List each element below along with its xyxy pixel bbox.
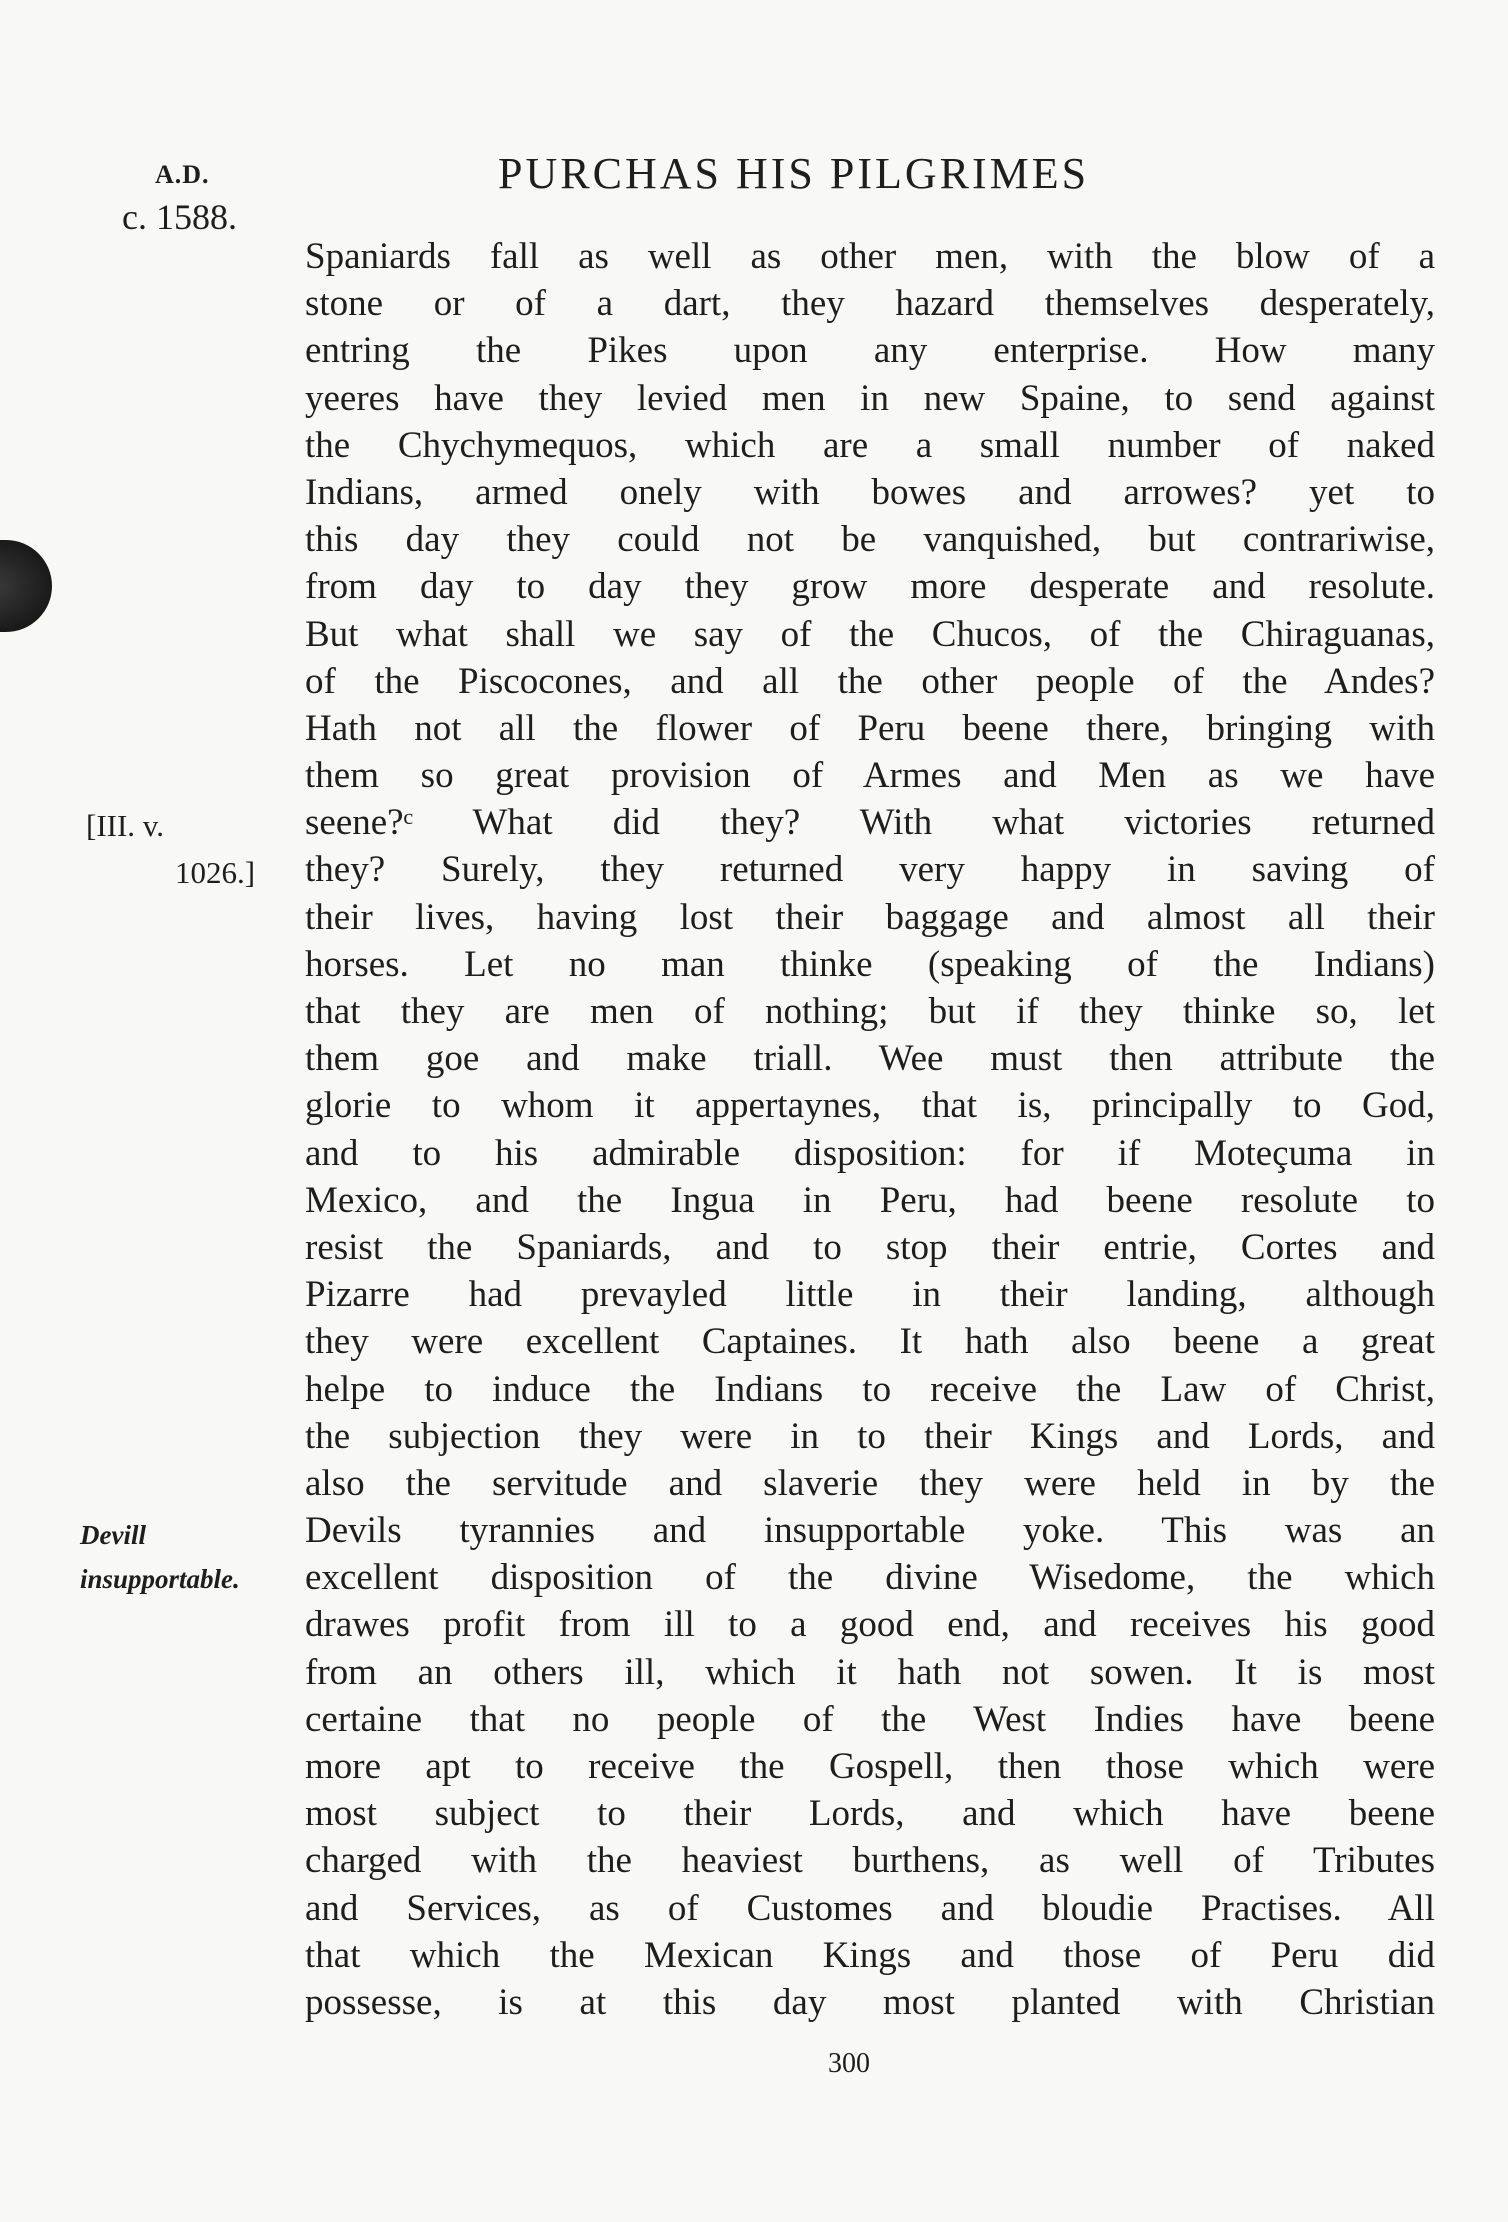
text-line: from an others ill, which it hath not sowen. It is most <box>305 1651 1435 1693</box>
text-line: they were excellent Captaines. It hath also beene a great <box>305 1321 1435 1363</box>
text-line: their lives, having lost their baggage and almost all their <box>305 896 1435 938</box>
text-line: Spaniards fall as well as other men, with the blow of a <box>305 236 1435 277</box>
margin-note-devill-line2: insupportable. <box>80 1564 240 1594</box>
text-line: entring the Pikes upon any enterprise. How many <box>305 330 1435 372</box>
text-line: most subject to their Lords, and which have beene <box>305 1793 1435 1835</box>
text-line: helpe to induce the Indians to receive the Law of Christ, <box>305 1368 1435 1410</box>
text-line: certaine that no people of the West Indies have beene <box>305 1698 1435 1740</box>
margin-note-devill <box>80 1513 240 1601</box>
text-line: seene?ᶜ What did they? With what victories returned <box>305 802 1435 844</box>
text-line: But what shall we say of the Chucos, of the Chiraguanas, <box>305 613 1435 655</box>
text-line: that which the Mexican Kings and those of Peru did <box>305 1934 1435 1976</box>
text-line: and Services, as of Customes and bloudie Practises. All <box>305 1887 1435 1929</box>
text-line: possesse, is at this day most planted with Christian <box>305 1981 1435 2023</box>
text-line: drawes profit from ill to a good end, and receives his good <box>305 1604 1435 1646</box>
text-line: Mexico, and the Ingua in Peru, had beene resolute to <box>305 1179 1435 1221</box>
text-line: and to his admirable disposition: for if Moteçuma in <box>305 1132 1435 1174</box>
text-line: charged with the heaviest burthens, as well of Tributes <box>305 1840 1435 1882</box>
text-line: the subjection they were in to their Kings and Lords, and <box>305 1415 1435 1457</box>
text-line: excellent disposition of the divine Wisedome, the which <box>305 1557 1435 1599</box>
text-line: yeeres have they levied men in new Spaine, to send against <box>305 377 1435 419</box>
margin-note-devill-line1: Devill <box>80 1520 146 1550</box>
running-title: PURCHAS HIS PILGRIMES <box>498 149 1090 198</box>
text-line: they? Surely, they returned very happy in saving of <box>305 849 1435 891</box>
text-line: glorie to whom it appertaynes, that is, principally to God, <box>305 1085 1435 1127</box>
text-line: from day to day they grow more desperate and resolute. <box>305 566 1435 608</box>
text-line: this day they could not be vanquished, but contrariwise, <box>305 519 1435 561</box>
margin-reference-line2: 1026.] <box>175 855 256 890</box>
text-line: also the servitude and slaverie they were held in by the <box>305 1462 1435 1504</box>
text-line: stone or of a dart, they hazard themselves desperately, <box>305 283 1435 325</box>
body-text <box>305 233 1435 2026</box>
text-line: of the Piscocones, and all the other people of the Andes? <box>305 660 1435 702</box>
text-line: Pizarre had prevayled little in their landing, although <box>305 1274 1435 1316</box>
text-line: more apt to receive the Gospell, then those which were <box>305 1746 1435 1787</box>
text-line: the Chychymequos, which are a small number of naked <box>305 424 1435 466</box>
text-line: them so great provision of Armes and Men as we have <box>305 755 1435 797</box>
text-line: resist the Spaniards, and to stop their entrie, Cortes and <box>305 1226 1435 1268</box>
text-line: them goe and make triall. Wee must then attribute the <box>305 1038 1435 1080</box>
text-line: horses. Let no man thinke (speaking of the Indians) <box>305 943 1435 985</box>
header-ad-label: A.D. <box>155 160 210 189</box>
page-number: 300 <box>828 2048 870 2079</box>
text-line: Hath not all the flower of Peru beene there, bringing with <box>305 707 1435 749</box>
thumb-shadow <box>0 540 52 632</box>
margin-reference-line1: [III. v. <box>86 808 165 843</box>
text-line: Indians, armed onely with bowes and arrowes? yet to <box>305 471 1435 513</box>
header-year: c. 1588. <box>122 197 237 237</box>
text-line: Devils tyrannies and insupportable yoke. This was an <box>305 1510 1435 1552</box>
text-line: that they are men of nothing; but if they thinke so, let <box>305 991 1435 1032</box>
